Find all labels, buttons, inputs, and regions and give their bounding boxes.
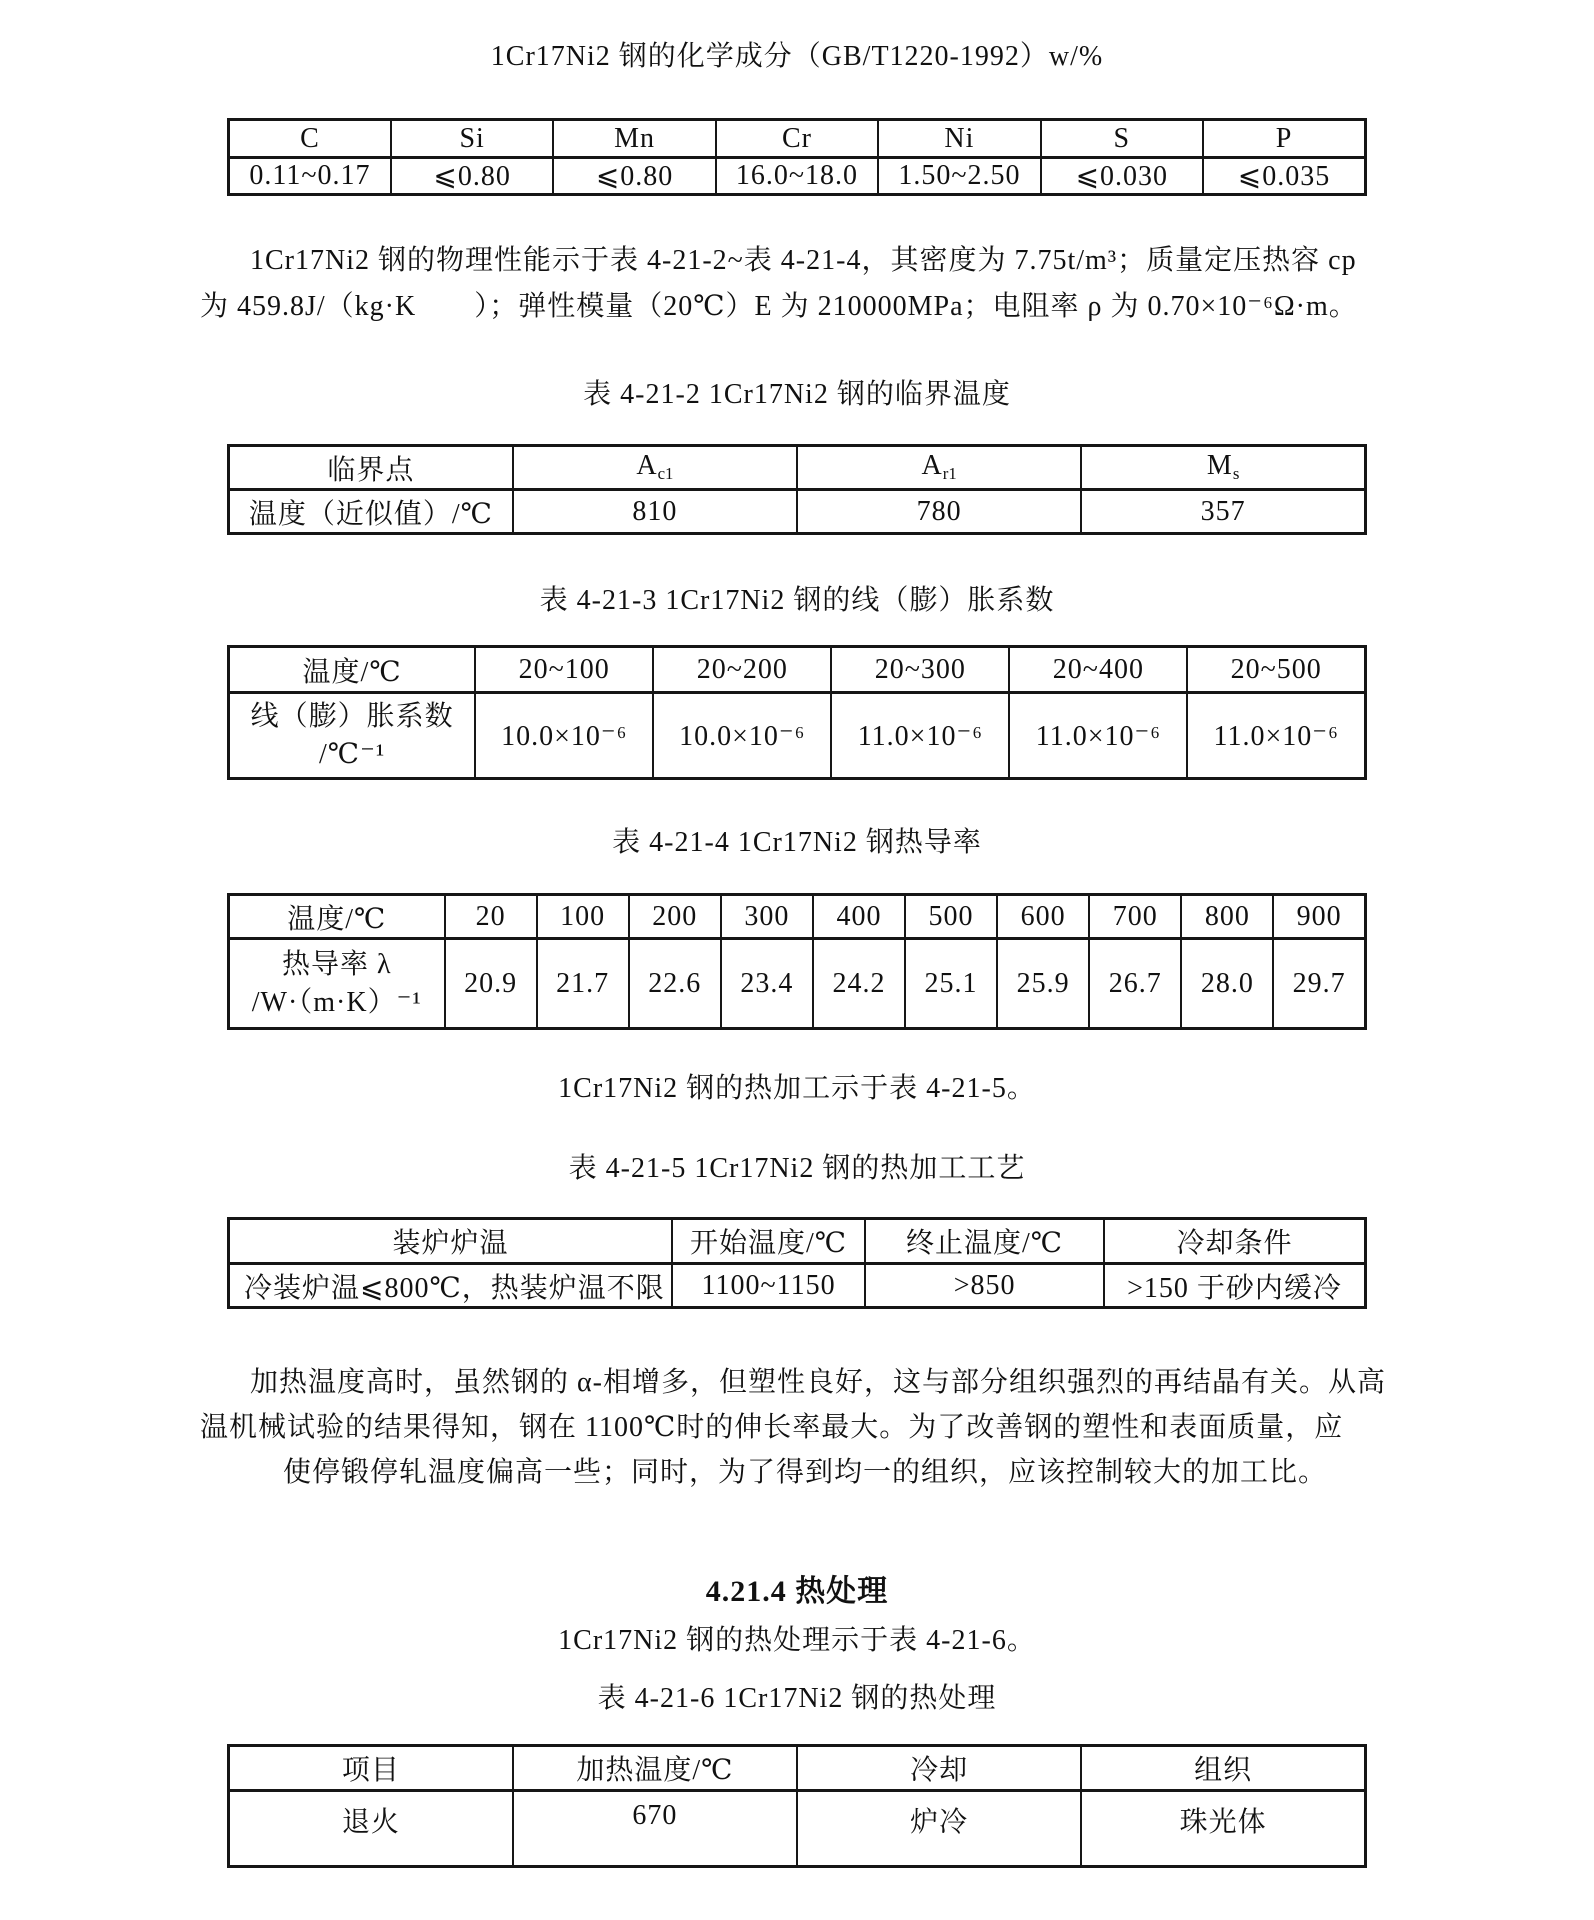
- temp-cell: 500: [905, 895, 997, 939]
- chem-value-cell: ⩽0.030: [1041, 158, 1203, 195]
- heat-treatment-reference-text: 1Cr17Ni2 钢的热处理示于表 4-21-6。: [558, 1625, 1036, 1656]
- paragraph-line: 为 459.8J/（kg·K ）；弹性模量（20℃）E 为 210000MPa；电阻率 ρ 为 0.70×10⁻⁶Ω·m。: [200, 291, 1358, 322]
- conductivity-value-cell: 24.2: [813, 939, 905, 1029]
- hotwork-caption: 表 4-21-5 1Cr17Ni2 钢的热加工工艺: [568, 1153, 1026, 1184]
- heat-treatment-value-cell: 670: [513, 1791, 797, 1867]
- row-label-line: 热导率 λ: [281, 948, 392, 980]
- paragraph-line: 温机械试验的结果得知，钢在 1100℃时的伸长率最大。为了改善钢的塑性和表面质量，应: [200, 1412, 1344, 1443]
- conductivity-value-cell: 23.4: [721, 939, 813, 1029]
- temp-header-cell: 温度/℃: [229, 647, 476, 693]
- hotwork-value-cell: >150 于砂内缓冷: [1104, 1264, 1366, 1308]
- hotwork-value-cell: 1100~1150: [672, 1264, 865, 1308]
- heat-treatment-value-cell: 退火: [229, 1791, 513, 1867]
- temp-cell: 100: [537, 895, 629, 939]
- temp-cell: 300: [721, 895, 813, 939]
- temp-header-cell: 温度/℃: [229, 895, 445, 939]
- critical-point-symbol-cell: [1081, 446, 1365, 490]
- range-header-cell: 20~500: [1187, 647, 1365, 693]
- chem-header-cell: P: [1203, 120, 1365, 158]
- temp-cell: 200: [629, 895, 721, 939]
- expansion-header-row: [229, 647, 1366, 693]
- critical-temp-table: [227, 444, 1367, 535]
- hotwork-reference-text: 1Cr17Ni2 钢的热加工示于表 4-21-5。: [558, 1073, 1036, 1104]
- conductivity-values-row: [229, 939, 1366, 1029]
- temp-cell: 400: [813, 895, 905, 939]
- chem-header-cell: C: [229, 120, 391, 158]
- chem-values-row: [229, 158, 1366, 195]
- temp-value-cell: 780: [797, 490, 1081, 534]
- hotwork-header-cell: 开始温度/℃: [672, 1219, 865, 1264]
- conductivity-value-cell: 20.9: [445, 939, 537, 1029]
- temp-cell: 900: [1273, 895, 1365, 939]
- symbol-base: M: [1206, 450, 1233, 482]
- expansion-row-label-cell: [229, 693, 476, 779]
- conductivity-value-cell: 25.1: [905, 939, 997, 1029]
- hotwork-header-cell: 装炉炉温: [229, 1219, 672, 1264]
- conductivity-value-cell: 26.7: [1089, 939, 1181, 1029]
- chem-value-cell: ⩽0.035: [1203, 158, 1365, 195]
- conductivity-table: [227, 893, 1367, 1030]
- row-label-line: /W·（m·K）⁻¹: [251, 986, 422, 1018]
- critical-point-label-cell: 临界点: [229, 446, 513, 490]
- critical-point-symbol-cell: [513, 446, 797, 490]
- symbol-sub: r1: [942, 464, 957, 484]
- physical-properties-paragraph: [200, 238, 1410, 330]
- temp-cell: 20: [445, 895, 537, 939]
- expansion-value-cell: 10.0×10⁻⁶: [475, 693, 653, 779]
- chem-table-caption: 1Cr17Ni2 钢的化学成分（GB/T1220-1992）w/%: [490, 41, 1104, 72]
- conductivity-value-cell: 21.7: [537, 939, 629, 1029]
- range-header-cell: 20~100: [475, 647, 653, 693]
- conductivity-caption: 表 4-21-4 1Cr17Ni2 钢热导率: [612, 827, 982, 858]
- symbol-base: A: [921, 450, 943, 482]
- chem-value-cell: 16.0~18.0: [716, 158, 878, 195]
- heat-treatment-value-cell: 珠光体: [1081, 1791, 1365, 1867]
- chem-header-row: [229, 120, 1366, 158]
- symbol-sub: c1: [657, 464, 674, 484]
- paragraph-line: 使停锻停轧温度偏高一些；同时，为了得到均一的组织，应该控制较大的加工比。: [282, 1457, 1327, 1488]
- temp-cell: 600: [997, 895, 1089, 939]
- chem-composition-table: [227, 118, 1367, 196]
- conductivity-value-cell: 28.0: [1181, 939, 1273, 1029]
- hotwork-values-row: [229, 1264, 1366, 1308]
- heat-treatment-header-cell: 冷却: [797, 1746, 1081, 1791]
- hotwork-header-cell: 终止温度/℃: [865, 1219, 1104, 1264]
- row-label-line: /℃⁻¹: [318, 738, 386, 770]
- section-heading: 4.21.4 热处理: [705, 1575, 889, 1608]
- paragraph-line: 1Cr17Ni2 钢的物理性能示于表 4-21-2~表 4-21-4，其密度为 7.75t/m³；质量定压热容 cp: [250, 245, 1357, 276]
- expansion-value-cell: 11.0×10⁻⁶: [1009, 693, 1187, 779]
- range-header-cell: 20~200: [653, 647, 831, 693]
- heat-treatment-header-cell: 加热温度/℃: [513, 1746, 797, 1791]
- chem-header-cell: S: [1041, 120, 1203, 158]
- expansion-values-row: [229, 693, 1366, 779]
- hotwork-value-cell: >850: [865, 1264, 1104, 1308]
- expansion-value-cell: 11.0×10⁻⁶: [1187, 693, 1365, 779]
- temp-row-label-cell: 温度（近似值）/℃: [229, 490, 513, 534]
- symbol-base: A: [636, 450, 658, 482]
- conductivity-value-cell: 29.7: [1273, 939, 1365, 1029]
- row-label-line: 线（膨）胀系数: [250, 700, 454, 732]
- critical-temp-caption: 表 4-21-2 1Cr17Ni2 钢的临界温度: [583, 379, 1011, 410]
- range-header-cell: 20~300: [831, 647, 1009, 693]
- critical-point-symbol-cell: [797, 446, 1081, 490]
- chem-header-cell: Mn: [553, 120, 715, 158]
- chem-header-cell: Si: [391, 120, 553, 158]
- chem-header-cell: Ni: [878, 120, 1040, 158]
- chem-value-cell: ⩽0.80: [391, 158, 553, 195]
- chem-header-cell: Cr: [716, 120, 878, 158]
- conductivity-value-cell: 25.9: [997, 939, 1089, 1029]
- temp-cell: 800: [1181, 895, 1273, 939]
- heat-treatment-value-cell: 炉冷: [797, 1791, 1081, 1867]
- expansion-value-cell: 10.0×10⁻⁶: [653, 693, 831, 779]
- expansion-table: [227, 645, 1367, 780]
- expansion-caption: 表 4-21-3 1Cr17Ni2 钢的线（膨）胀系数: [539, 585, 1055, 616]
- chem-value-cell: 0.11~0.17: [229, 158, 391, 195]
- range-header-cell: 20~400: [1009, 647, 1187, 693]
- conductivity-header-row: [229, 895, 1366, 939]
- critical-temp-header-row: [229, 446, 1366, 490]
- temp-value-cell: 810: [513, 490, 797, 534]
- hotwork-value-cell: 冷装炉温⩽800℃，热装炉温不限: [229, 1264, 672, 1308]
- hotwork-header-cell: 冷却条件: [1104, 1219, 1366, 1264]
- symbol-sub: s: [1232, 464, 1240, 484]
- heat-treatment-values-row: [229, 1791, 1366, 1867]
- chem-value-cell: ⩽0.80: [553, 158, 715, 195]
- heat-treatment-header-cell: 组织: [1081, 1746, 1365, 1791]
- heat-treatment-header-cell: 项目: [229, 1746, 513, 1791]
- chem-value-cell: 1.50~2.50: [878, 158, 1040, 195]
- critical-temp-values-row: [229, 490, 1366, 534]
- heat-treatment-caption: 表 4-21-6 1Cr17Ni2 钢的热处理: [597, 1683, 997, 1714]
- heat-treatment-header-row: [229, 1746, 1366, 1791]
- paragraph-line: 加热温度高时，虽然钢的 α-相增多，但塑性良好，这与部分组织强烈的再结晶有关。从高: [250, 1367, 1386, 1398]
- heating-paragraph: [200, 1360, 1410, 1495]
- temp-cell: 700: [1089, 895, 1181, 939]
- heat-treatment-table: [227, 1744, 1367, 1868]
- expansion-value-cell: 11.0×10⁻⁶: [831, 693, 1009, 779]
- temp-value-cell: 357: [1081, 490, 1365, 534]
- hotwork-header-row: [229, 1219, 1366, 1264]
- conductivity-row-label-cell: [229, 939, 445, 1029]
- hotwork-table: [227, 1217, 1367, 1309]
- conductivity-value-cell: 22.6: [629, 939, 721, 1029]
